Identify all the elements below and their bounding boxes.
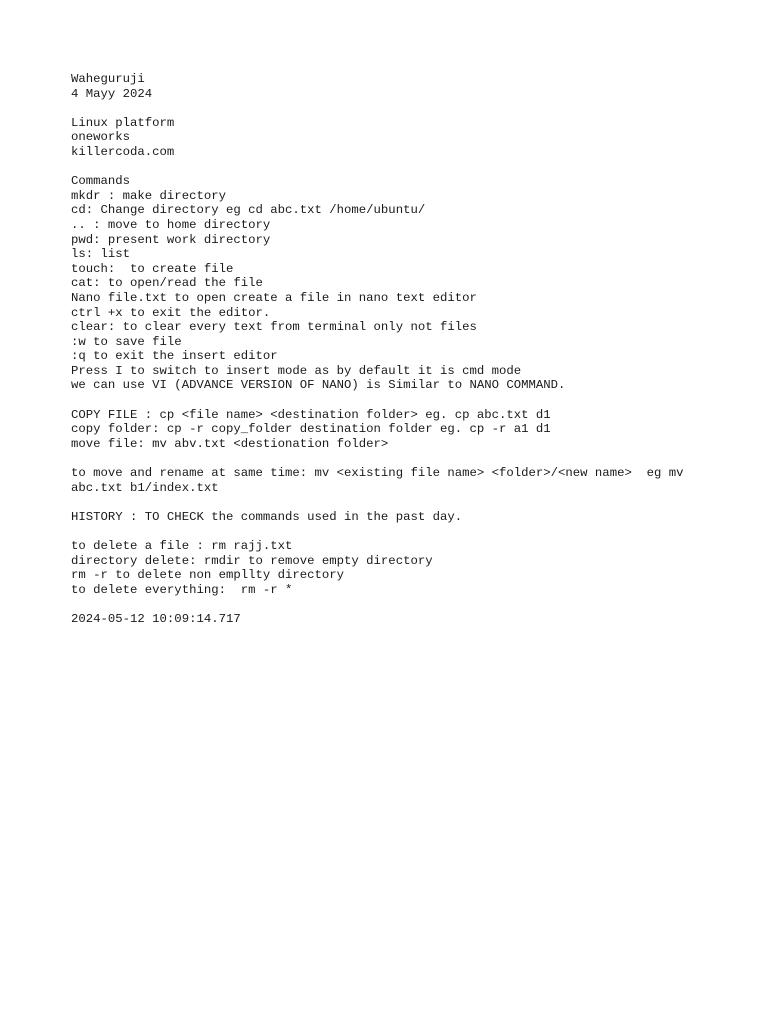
move-file-line: move file: mv abv.txt <destionation folder> (71, 436, 389, 451)
command-line: ls: list (71, 247, 131, 262)
copy-folder-line: copy folder: cp -r copy_folder destination folder eg. cp -r a1 d1 (71, 422, 551, 437)
document-date: 4 Mayy 2024 (71, 86, 153, 101)
author-name: Waheguruji (71, 72, 145, 86)
spacer (71, 524, 751, 539)
platform-section (71, 116, 751, 160)
platform-title: Linux platform (71, 115, 175, 130)
command-line: touch: to create file (71, 261, 234, 276)
rename-section (71, 466, 751, 495)
spacer (71, 393, 751, 408)
delete-nonempty-line: rm -r to delete non empllty directory (71, 568, 345, 583)
footer-section (71, 612, 751, 627)
delete-file-line: to delete a file : rm rajj.txt (71, 539, 293, 553)
command-line: :q to exit the insert editor (71, 349, 278, 364)
platform-provider: oneworks (71, 130, 131, 145)
document-page (71, 72, 751, 627)
delete-section (71, 539, 751, 597)
timestamp: 2024-05-12 10:09:14.717 (71, 611, 241, 626)
commands-section (71, 174, 751, 393)
rename-line: to move and rename at same time: mv <existing file name> <folder>/<new name> eg mv (71, 466, 684, 481)
command-line: ctrl +x to exit the editor. (71, 305, 271, 320)
delete-directory-line: directory delete: rmdir to remove empty directory (71, 553, 433, 568)
spacer (71, 597, 751, 612)
command-line: cd: Change directory eg cd abc.txt /home/ubuntu/ (71, 203, 426, 218)
copy-move-section (71, 408, 751, 452)
history-line: HISTORY : TO CHECK the commands used in the past day. (71, 509, 463, 524)
command-line: clear: to clear every text from terminal only not files (71, 320, 477, 335)
spacer (71, 451, 751, 466)
history-section (71, 510, 751, 525)
command-line: mkdr : make directory (71, 188, 226, 203)
spacer (71, 495, 751, 510)
command-line: pwd: present work directory (71, 232, 271, 247)
spacer (71, 101, 751, 116)
command-line: :w to save file (71, 334, 182, 349)
command-line: we can use VI (ADVANCE VERSION OF NANO) is Similar to NANO COMMAND. (71, 378, 566, 393)
spacer (71, 160, 751, 175)
delete-everything-line: to delete everything: rm -r * (71, 582, 293, 597)
command-line: .. : move to home directory (71, 217, 271, 232)
rename-line-continued: abc.txt b1/index.txt (71, 480, 219, 495)
commands-heading: Commands (71, 174, 131, 189)
platform-site: killercoda.com (71, 144, 175, 159)
header-section (71, 72, 751, 101)
command-line: cat: to open/read the file (71, 276, 263, 291)
copy-file-line: COPY FILE : cp <file name> <destination folder> eg. cp abc.txt d1 (71, 407, 551, 422)
command-line: Nano file.txt to open create a file in nano text editor (71, 290, 477, 305)
command-line: Press I to switch to insert mode as by default it is cmd mode (71, 363, 522, 378)
